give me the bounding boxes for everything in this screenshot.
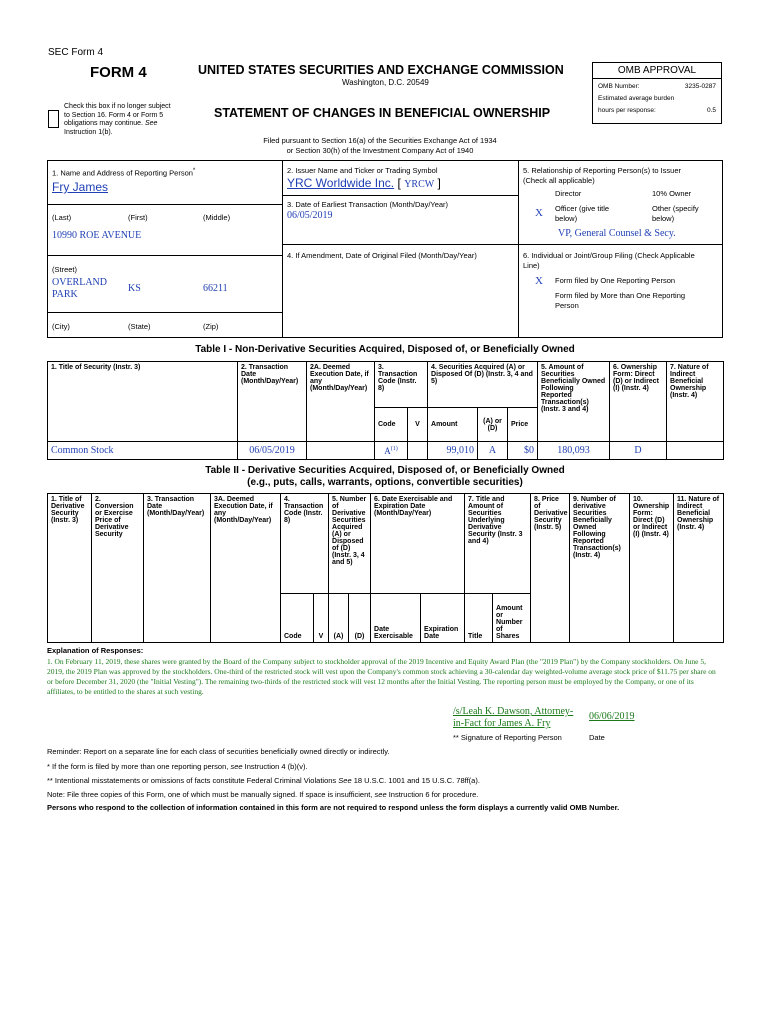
t1-owned: 180,093 bbox=[538, 442, 610, 460]
table-row bbox=[48, 442, 724, 460]
t2-h-amount: Amount or Number of Shares bbox=[493, 594, 531, 643]
one-person-option: Form filed by One Reporting Person bbox=[555, 276, 676, 285]
table2 bbox=[47, 493, 724, 643]
t2-h-underlying: 7. Title and Amount of Securities Underlying Derivative Security (Instr. 3 and 4) bbox=[465, 494, 531, 594]
city-label: (City) bbox=[52, 322, 70, 331]
reporting-person-label: 1. Name and Address of Reporting Person* bbox=[52, 167, 196, 178]
last-label: (Last) bbox=[52, 213, 72, 222]
t1-h-date: 2. Transaction Date (Month/Day/Year) bbox=[238, 362, 307, 442]
omb-burden: Estimated average burden bbox=[598, 95, 675, 102]
t2-h-exp: Expiration Date bbox=[421, 594, 465, 643]
t1-h-securities: 4. Securities Acquired (A) or Disposed Of (D) (Instr. 3, 4 and 5) bbox=[428, 362, 538, 408]
t1-h-code: 3. Transaction Code (Instr. 8) bbox=[375, 362, 428, 408]
earliest-transaction-value: 06/05/2019 bbox=[287, 210, 333, 221]
note-copies: Note: File three copies of this Form, one of which must be manually signed. If space is insufficient, see Instruction 6 for procedure. bbox=[47, 790, 479, 799]
t1-h-deemed: 2A. Deemed Execution Date, if any (Month/Day/Year) bbox=[307, 362, 375, 442]
t2-h-nature: 11. Nature of Indirect Beneficial Ownership (Instr. 4) bbox=[674, 494, 724, 643]
amendment-label: 4. If Amendment, Date of Original Filed (Month/Day/Year) bbox=[287, 251, 477, 260]
note-multiple-reporting: * If the form is filed by more than one reporting person, see Instruction 4 (b)(v). bbox=[47, 762, 308, 771]
signature: /s/Leah K. Dawson, Attorney- in-Fact for James A. Fry bbox=[453, 706, 574, 729]
agency-address: Washington, D.C. 20549 bbox=[342, 78, 429, 87]
middle-label: (Middle) bbox=[203, 213, 231, 222]
filed-pursuant-note: Filed pursuant to Section 16(a) of the Securities Exchange Act of 1934 or Section 30(h) of the Investment Company Act of 1940 bbox=[263, 136, 497, 155]
t1-form: D bbox=[610, 442, 667, 460]
omb-number: OMB Number: 3235-0287 bbox=[598, 83, 716, 90]
first-label: (First) bbox=[128, 213, 148, 222]
t1-h-price: Price bbox=[508, 408, 538, 442]
t1-price: $0 bbox=[508, 442, 538, 460]
statement-title: STATEMENT OF CHANGES IN BENEFICIAL OWNERSHIP bbox=[214, 106, 551, 120]
director-option: Director bbox=[555, 189, 582, 198]
t1-h-amount: Amount bbox=[428, 408, 478, 442]
t2-h-code-sub: Code bbox=[281, 594, 314, 643]
t1-code: $A^{(1)}$ bbox=[375, 442, 408, 460]
t1-h-title: 1. Title of Security (Instr. 3) bbox=[48, 362, 238, 442]
earliest-transaction-label: 3. Date of Earliest Transaction (Month/Day/Year) bbox=[287, 200, 449, 209]
officer-title-value: VP, General Counsel & Secy. bbox=[558, 228, 676, 239]
t2-h-title: 1. Title of Derivative Security (Instr. 3) bbox=[48, 494, 92, 643]
form-title: FORM 4 bbox=[90, 64, 147, 81]
street-label: (Street) bbox=[52, 265, 78, 274]
issuer-name-ticker: YRC Worldwide Inc. [ YRCW ] bbox=[287, 176, 441, 190]
reporting-person-name[interactable]: Fry James bbox=[52, 180, 109, 194]
t1-h-v: V bbox=[408, 408, 428, 442]
issuer-ticker: YRCW bbox=[404, 179, 435, 190]
officer-option: Officer (give title below) bbox=[555, 204, 610, 223]
issuer-name[interactable]: YRC Worldwide Inc. bbox=[287, 176, 395, 190]
omb-title: OMB APPROVAL bbox=[593, 63, 721, 79]
explanation-heading: Explanation of Responses: bbox=[47, 646, 144, 655]
t2-h-number-owned: 9. Number of derivative Securities Beneficially Owned Following Reported Transaction(s) (Instr. 4) bbox=[570, 494, 630, 643]
signature-label: ** Signature of Reporting Person bbox=[453, 733, 562, 742]
t2-h-exercisable: 6. Date Exercisable and Expiration Date (Month/Day/Year) bbox=[371, 494, 465, 594]
ten-percent-option: 10% Owner bbox=[652, 189, 692, 198]
note-criminal: ** Intentional misstatements or omissions of facts constitute Federal Criminal Violations See 18 U.S.C. 1001 and 15 U.S.C. 78ff(a). bbox=[47, 776, 480, 785]
t2-h-code: 4. Transaction Code (Instr. 8) bbox=[281, 494, 329, 594]
sec-form-label: SEC Form 4 bbox=[48, 47, 104, 58]
other-option: Other (specify below) bbox=[652, 204, 699, 223]
zip-label: (Zip) bbox=[203, 322, 219, 331]
t1-date: 06/05/2019 bbox=[238, 442, 307, 460]
date-label: Date bbox=[589, 733, 605, 742]
t1-security: Common Stock bbox=[48, 442, 238, 460]
omb-notice: Persons who respond to the collection of information contained in this form are not required to respond unless the form displays a currently valid OMB Number. bbox=[47, 803, 620, 812]
checkbox-note: Check this box if no longer subject to Section 16. Form 4 or Form 5 obligations may continue. See Instruction 1(b). bbox=[64, 103, 171, 136]
t2-h-deemed: 3A. Deemed Execution Date, if any (Month/Day/Year) bbox=[211, 494, 281, 643]
t1-h-form: 6. Ownership Form: Direct (D) or Indirect (I) (Instr. 4) bbox=[610, 362, 667, 442]
t2-h-date: 3. Transaction Date (Month/Day/Year) bbox=[144, 494, 211, 643]
t2-h-price: 8. Price of Derivative Security (Instr. 5) bbox=[531, 494, 570, 643]
t1-h-aord: (A) or (D) bbox=[478, 408, 508, 442]
t2-h-title-sub: Title bbox=[465, 594, 493, 643]
table1 bbox=[47, 361, 724, 460]
t2-h-d: (D) bbox=[349, 594, 371, 643]
table2-title: Table II - Derivative Securities Acquired, Disposed of, or Beneficially Owned (e.g., puts, calls, warrants, options, convertible securities) bbox=[205, 465, 565, 488]
relationship-label: 5. Relationship of Reporting Person(s) to Issuer (Check all applicable) bbox=[523, 166, 681, 185]
agency-name: UNITED STATES SECURITIES AND EXCHANGE COMMISSION bbox=[198, 63, 564, 77]
omb-hours: hours per response: 0.5 bbox=[598, 107, 716, 114]
omb-approval-box bbox=[592, 62, 722, 124]
t2-h-form: 10. Ownership Form: Direct (D) or Indirect (I) (Instr. 4) bbox=[630, 494, 674, 643]
t2-h-v: V bbox=[314, 594, 329, 643]
t1-h-code-sub: Code bbox=[375, 408, 408, 442]
t2-h-a: (A) bbox=[329, 594, 349, 643]
no-longer-subject-checkbox[interactable] bbox=[48, 110, 59, 128]
reminder-note: Reminder: Report on a separate line for each class of securities beneficially owned directly or indirectly. bbox=[47, 747, 390, 756]
state-value: KS bbox=[128, 283, 141, 294]
t2-h-date-ex: Date Exercisable bbox=[371, 594, 421, 643]
signature-date: 06/06/2019 bbox=[589, 711, 635, 722]
one-person-mark: X bbox=[535, 275, 543, 287]
city-value: OVERLAND PARK bbox=[52, 277, 107, 300]
t1-aord: A bbox=[478, 442, 508, 460]
t1-h-owned: 5. Amount of Securities Beneficially Owned Following Reported Transaction(s) (Instr. 3 and 4) bbox=[538, 362, 610, 442]
table1-title: Table I - Non-Derivative Securities Acquired, Disposed of, or Beneficially Owned bbox=[195, 344, 575, 355]
state-label: (State) bbox=[128, 322, 151, 331]
t2-h-number: 5. Number of Derivative Securities Acquired (A) or Disposed of (D) (Instr. 3, 4 and 5) bbox=[329, 494, 371, 594]
explanation-text: 1. On February 11, 2019, these shares were granted by the Board of the Company subject to stockholder approval of the 2019 Incentive and Equity Award Plan (the "2019 Plan") by the Company stockholders. On June 5, 2019, the 2019 Plan was approved by the stockholders. One-third of the restricted stock will vest upon the Company's common stock achieving a 30-calendar day weighted-volume average stock price of $11.75 per share on or before December 31, 2020 (the "Initial Vesting"). The remaining two-thirds of the restricted stock will vest 12 months after the Initial Vesting. The reporting person must be employed by the Company, or one of its affiliates, to be entitled to the shares at such vesting. bbox=[47, 657, 716, 696]
zip-value: 66211 bbox=[203, 283, 228, 294]
officer-mark: X bbox=[535, 207, 543, 219]
t1-h-nature: 7. Nature of Indirect Beneficial Ownership (Instr. 4) bbox=[667, 362, 724, 442]
issuer-label: 2. Issuer Name and Ticker or Trading Symbol bbox=[287, 166, 438, 175]
street-value: 10990 ROE AVENUE bbox=[52, 230, 142, 241]
t2-h-conversion: 2. Conversion or Exercise Price of Derivative Security bbox=[92, 494, 144, 643]
filing-label: 6. Individual or Joint/Group Filing (Check Applicable Line) bbox=[523, 251, 695, 270]
more-person-option: Form filed by More than One Reporting Person bbox=[555, 291, 686, 310]
t1-amount: 99,010 bbox=[428, 442, 478, 460]
